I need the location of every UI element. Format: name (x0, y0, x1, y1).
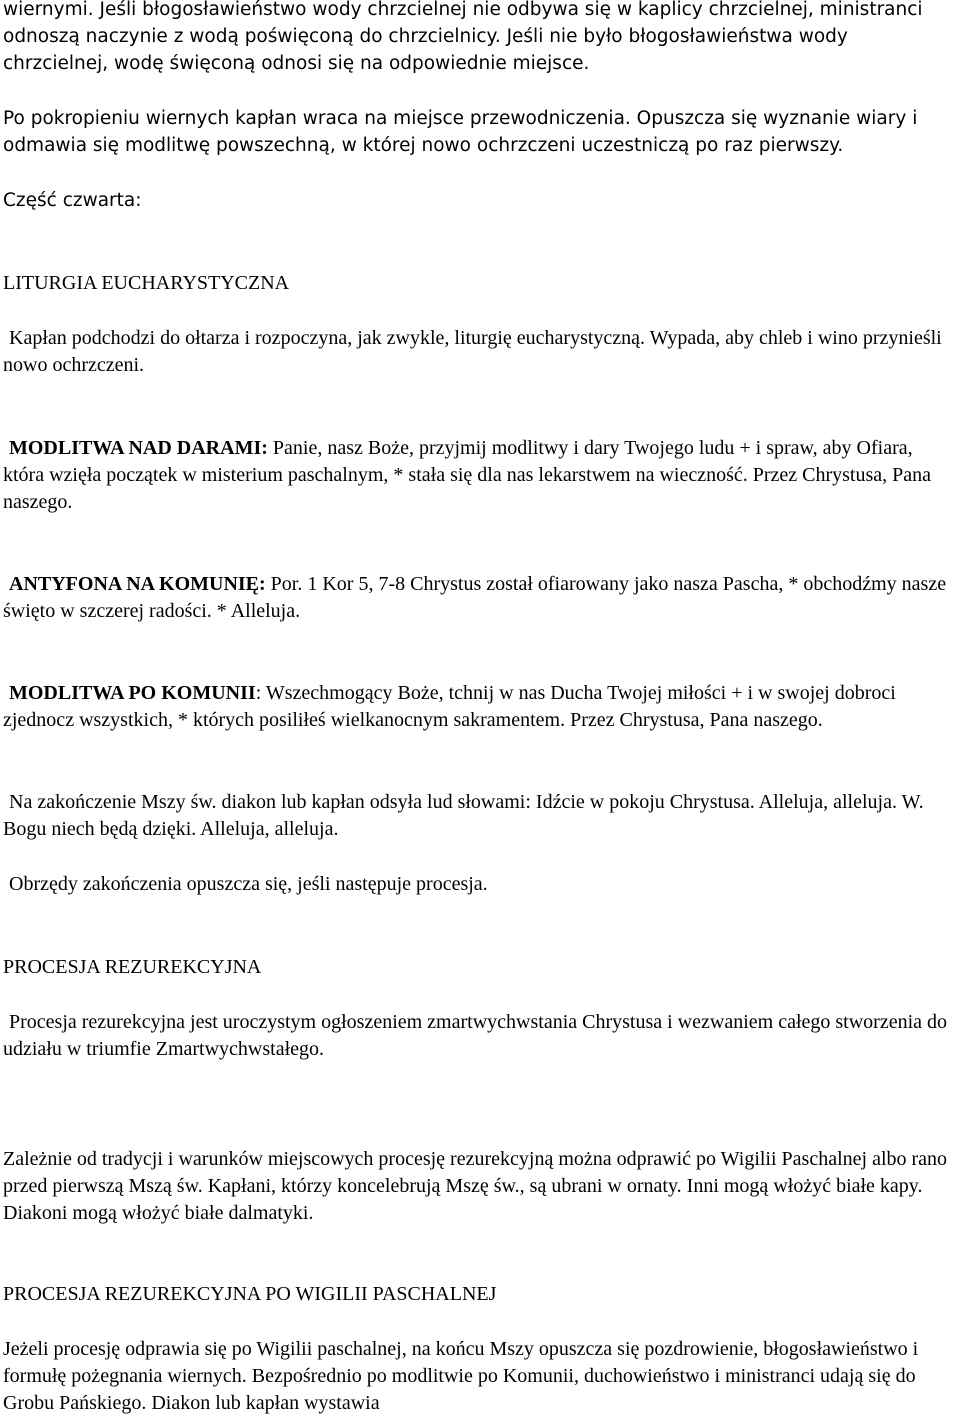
communion-antiphon-label: ANTYFONA NA KOMUNIĘ: (9, 573, 266, 595)
prayer-after-communion-text: : Wszechmogący Boże, tchnij w nas Ducha Twojej miłości + i w swojej dobroci zjednocz wszystkich, * których posiliłeś wielkanocnym sakramentem. Przez Chrystusa, Pana naszego. (3, 682, 896, 731)
vigil-procession-heading: PROCESJA REZUREKCYJNA PO WIGILII PASCHALNEJ (3, 1283, 497, 1305)
prayer-after-communion (3, 680, 955, 734)
paragraph-after-sprinkling: Po pokropieniu wiernych kapłan wraca na miejsce przewodniczenia. Opuszcza się wyznanie wiary i odmawia się modlitwę powszechną, w której nowo ochrzczeni uczestniczą po raz pierwszy. (3, 108, 918, 156)
paragraph-procession-intro: Procesja rezurekcyjna jest uroczystym ogłoszeniem zmartwychwstania Chrystusa i wezwaniem całego stworzenia do udziału w triumfie Zmartwychwstałego. (3, 1011, 948, 1060)
paragraph-dismissal: Na zakończenie Mszy św. diakon lub kapłan odsyła lud słowami: Idźcie w pokoju Chrystusa. Alleluja, alleluja. W. Bogu niech będą dzięki. Alleluja, alleluja. (3, 791, 924, 840)
prayer-over-gifts-text: Panie, nasz Boże, przyjmij modlitwy i dary Twojego ludu + i spraw, aby Ofiara, która wzięła początek w misterium paschalnym, * stała się dla nas lekarstwem na wieczność. Przez Chrystusa, Pana naszego. (3, 437, 932, 513)
liturgy-eucharistic-heading: LITURGIA EUCHARYSTYCZNA (3, 272, 290, 294)
paragraph-altar: Kapłan podchodzi do ołtarza i rozpoczyna, jak zwykle, liturgię eucharystyczną. Wypada, aby chleb i wino przynieśli nowo ochrzczeni. (3, 327, 942, 376)
paragraph-procession-tradition: Zależnie od tradycji i warunków miejscowych procesję rezurekcyjną można odprawić po Wigilii Paschalnej albo rano przed pierwszą Mszą św. Kapłani, którzy koncelebrują Mszę św., są ubrani w ornaty. Inni mogą włożyć białe kapy. Diakoni mogą włożyć białe dalmatyki. (3, 1148, 948, 1224)
paragraph-concluding-rites: Obrzędy zakończenia opuszcza się, jeśli następuje procesja. (9, 873, 488, 895)
prayer-after-communion-label: MODLITWA PO KOMUNII (9, 682, 256, 704)
prayer-over-gifts (3, 435, 955, 516)
procession-heading: PROCESJA REZUREKCYJNA (3, 956, 262, 978)
part-four-label: Część czwarta: (3, 190, 142, 211)
paragraph-water-return: wiernymi. Jeśli błogosławieństwo wody chrzcielnej nie odbywa się w kaplicy chrzcielnej, ministranci odnoszą naczynie z wodą poświęconą do chrzcielnicy. Jeśli nie było błogosławieństwa wody chrzcielnej, wodę święconą odnosi się na odpowiednie miejsce. (3, 0, 923, 74)
prayer-over-gifts-label: MODLITWA NAD DARAMI: (9, 437, 268, 459)
communion-antiphon-text: Por. 1 Kor 5, 7-8 Chrystus został ofiarowany jako nasza Pascha, * obchodźmy nasze święto w szczerej radości. * Alleluja. (3, 573, 947, 622)
paragraph-vigil-procession: Jeżeli procesję odprawia się po Wigilii paschalnej, na końcu Mszy opuszcza się pozdrowienie, błogosławieństwo i formułę pożegnania wiernych. Bezpośrednio po modlitwie po Komunii, duchowieństwo i ministranci udają się do Grobu Pańskiego. Diakon lub kapłan wystawia (3, 1338, 919, 1414)
communion-antiphon (3, 571, 955, 625)
